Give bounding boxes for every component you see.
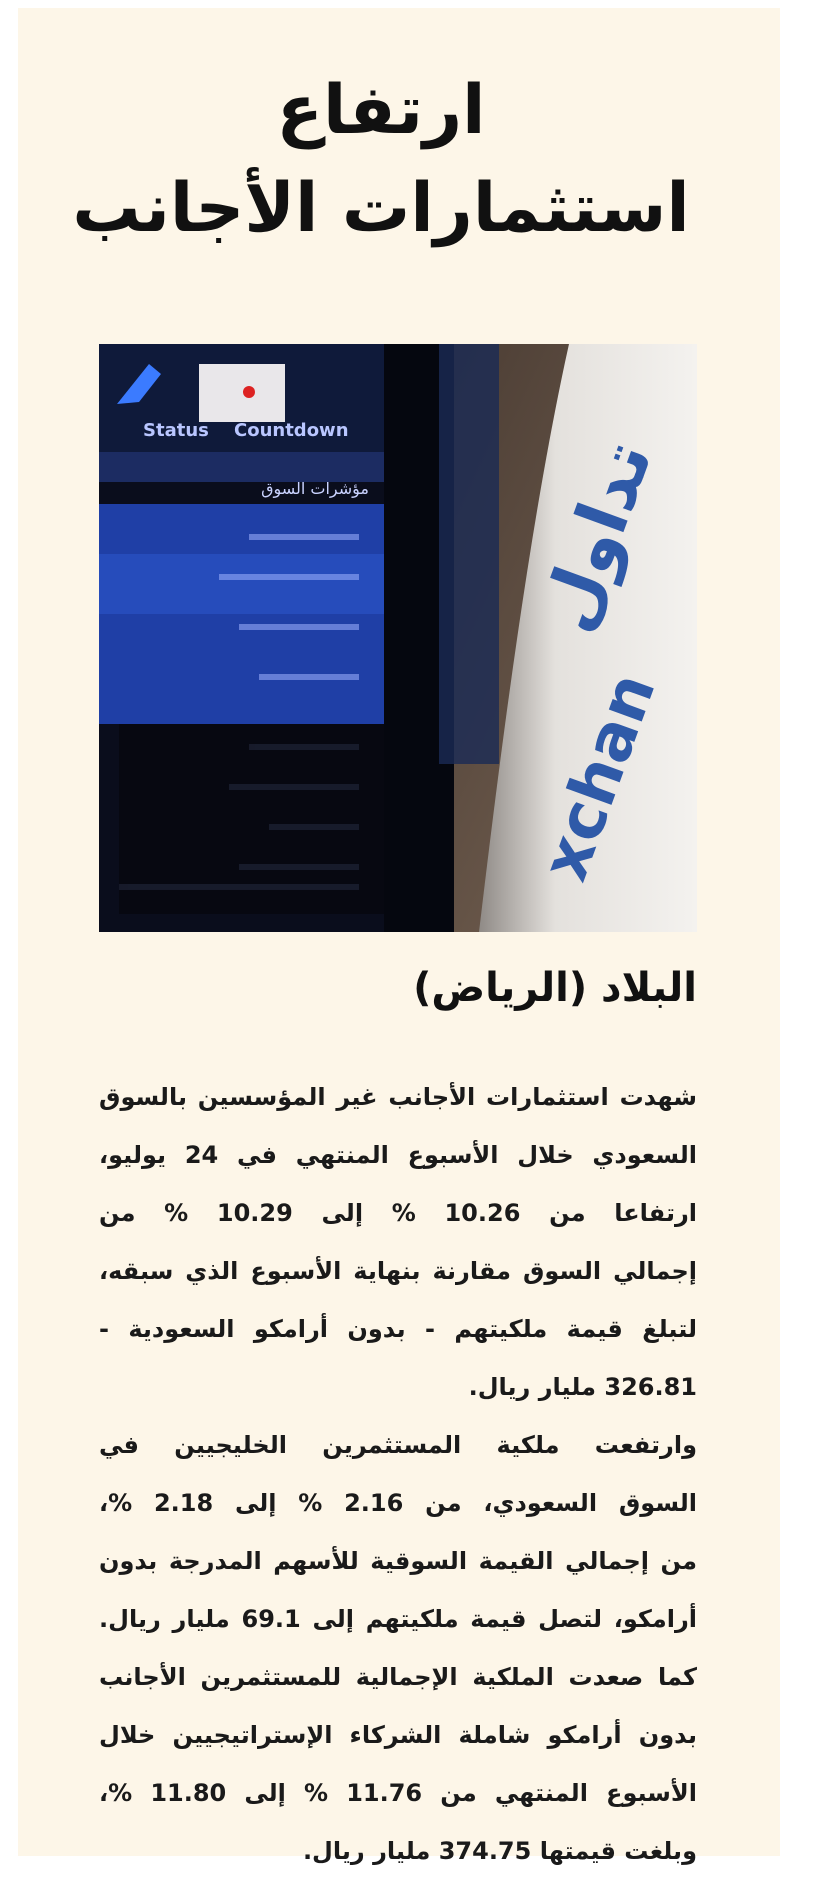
screen-status-label: Status [143,420,209,441]
article-photo [99,344,697,932]
stock-exchange-photo [99,344,697,932]
body-line-9: من إجمالي القيمة السوقية للأسهم المدرجة بدون [99,1547,697,1575]
flag-latin-text: xchan [527,663,671,890]
body-line-13: الأسبوع المنتهي من 11.76 % إلى 11.80 %، [99,1779,697,1807]
screen-market-label: مؤشرات السوق [261,479,369,498]
body-line-6: 326.81 مليار ريال. [468,1373,697,1401]
screen-countdown-label: Countdown [234,420,349,441]
headline-line-1: ارتفاع [276,71,486,150]
body-line-8: السوق السعودي، من 2.16 % إلى 2.18 %، [99,1489,697,1517]
body-line-5: لتبلغ قيمة ملكيتهم - بدون أرامكو السعودية - [99,1315,697,1343]
byline: البلاد (الرياض) [413,965,697,1011]
body-line-2: السعودي خلال الأسبوع المنتهي في 24 يوليو، [99,1141,697,1169]
headline [40,62,722,258]
body-line-11: كما صعدت الملكية الإجمالية للمستثمرين الأجانب [99,1663,697,1691]
body-line-14: وبلغت قيمتها 374.75 مليار ريال. [302,1837,697,1865]
body-line-3: ارتفاعا من 10.26 % إلى 10.29 % من [99,1199,697,1227]
body-line-1: شهدت استثمارات الأجانب غير المؤسسين بالسوق [99,1083,697,1111]
body-line-12: بدون أرامكو شاملة الشركاء الإستراتيجيين خلال [99,1721,697,1749]
flag-arabic-text: تداول [524,430,669,642]
body-line-10: أرامكو، لتصل قيمة ملكيتهم إلى 69.1 مليار ريال. [99,1605,698,1633]
headline-line-2: استثمارات الأجانب [72,169,690,248]
body-line-4: إجمالي السوق مقارنة بنهاية الأسبوع الذي سبقه، [99,1257,697,1285]
body-line-7: وارتفعت ملكية المستثمرين الخليجيين في [99,1431,697,1459]
article-body [99,1068,697,1880]
